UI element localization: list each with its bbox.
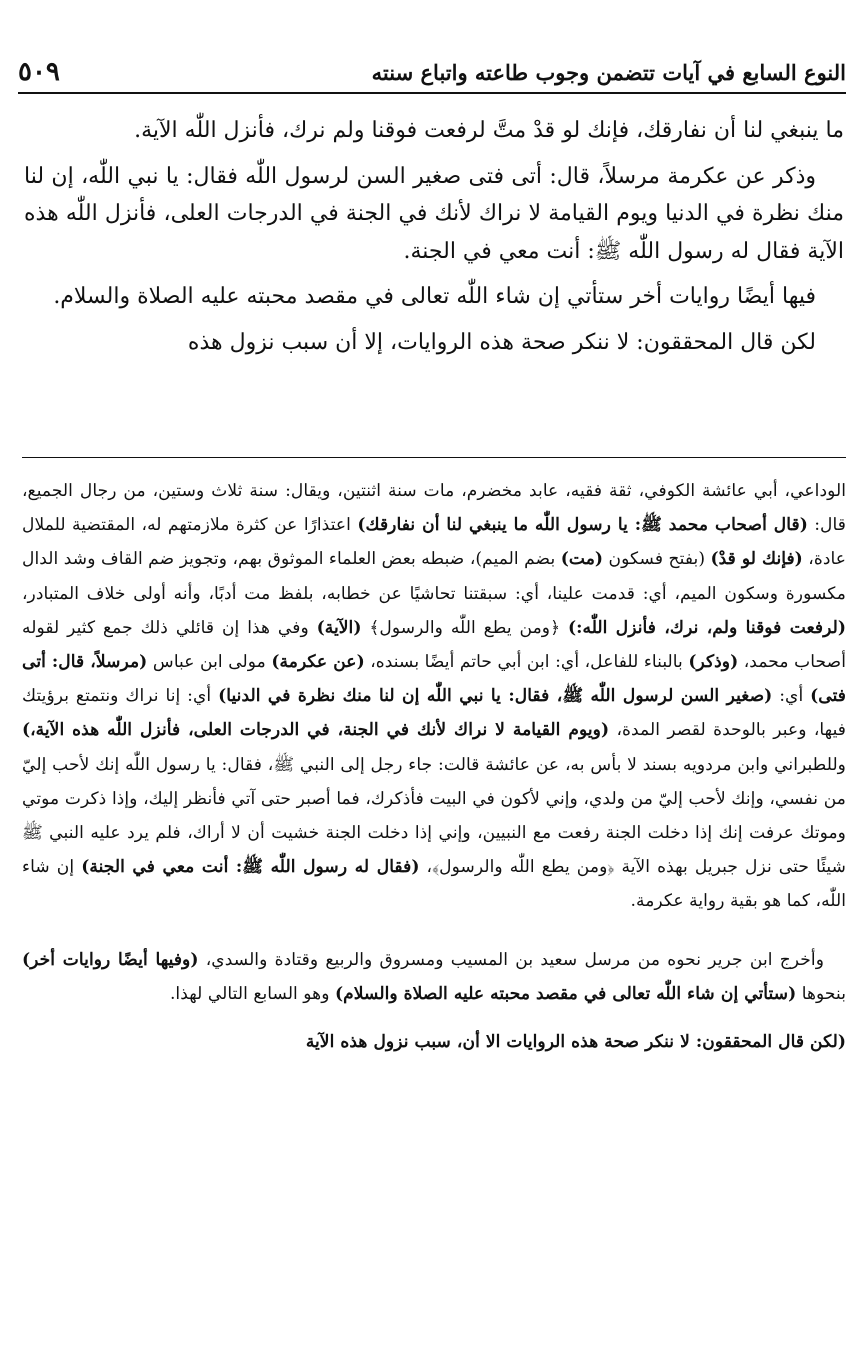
main-text xyxy=(24,112,844,369)
commentary-paragraph-3 xyxy=(22,1025,846,1059)
note-text: اعتذارًا عن كثرة ملازمتهم له، المقتضية للملال عادة، xyxy=(22,515,846,570)
note-text: وفي هذا إن قائلي ذلك جمع كثير لقوله أصحاب محمد، xyxy=(22,617,846,673)
page-header xyxy=(18,52,846,94)
note-text: وهو السابع التالي لهذا. xyxy=(169,983,335,1004)
main-paragraph-1: ما ينبغي لنا أن نفارقك، فإنك لو قدْ متَّ لرفعت فوقنا ولم نرك، فأنزل اللّٰه الآية. xyxy=(134,118,844,143)
quoted-text: (ستأتي إن شاء اللّٰه تعالى في مقصد محبته عليه الصلاة والسلام) xyxy=(335,983,797,1004)
note-text: بنحوها xyxy=(796,983,846,1004)
note-text: (بفتح فسكون xyxy=(603,549,711,570)
quoted-text: (وفيها أيضًا روايات أخر) xyxy=(22,949,199,970)
quoted-text: (فإنك لو قدْ) xyxy=(710,549,803,570)
quoted-text: (لكن قال المحققون: لا ننكر صحة هذه الروايات الا أن، سبب نزول هذه الآية xyxy=(305,1032,846,1053)
note-text: الوداعي، أبي عائشة الكوفي، ثقة فقيه، عابد مخضرم، مات سنة اثنتين، ويقال: سنة ثلاث وستين، من رجال الجميع، قال: xyxy=(22,481,846,536)
note-text: وللطبراني وابن مردويه بسند لا بأس به، عن عائشة قالت: جاء رجل إلى النبي ﷺ، فقال: يا رسول اللّٰه إنك لأحب إليّ من نفسي، وإنك لأحب إليّ من ولدي، وإني لأكون في البيت فأذكرك، فما أصبر حتى آتي فأنظر إليك، وإذا ذكرت موتي وموتك عرفت إنك إذا دخلت الجنة رفعت مع النبيين، وإني إذا دخلت الجنة خشيت أن لا أراك، فلم يرد عليه النبي ﷺ شيئًا حتى نزل جبريل بهذه الآية ﴿ومن يطع اللّٰه والرسول﴾، xyxy=(22,754,847,878)
quoted-text: (ويوم القيامة لا نراك لأنك في الجنة، في الدرجات العلى، فأنزل اللّٰه هذه الآية،) xyxy=(22,720,610,741)
quoted-text: (عن عكرمة) xyxy=(271,652,365,673)
quoted-text: (مرسلاً، قال: أتى فتى) xyxy=(22,652,846,707)
main-paragraph-2: وذكر عن عكرمة مرسلاً، قال: أتى فتى صغير السن لرسول اللّٰه فقال: يا نبي اللّٰه، إن لنا منك نظرة في الدنيا ويوم القيامة لا نراك لأنك في الجنة في الدرجات العلى، فأنزل اللّٰه هذه الآية فقال له رسول اللّٰه ﷺ: أنت معي في الجنة. xyxy=(24,163,844,264)
main-paragraph-3: فيها أيضًا روايات أخر ستأتي إن شاء اللّٰه تعالى في مقصد محبته عليه الصلاة والسلام. xyxy=(53,284,816,309)
quoted-text: (قال أصحاب محمد ﷺ: يا رسول اللّٰه ما ينبغي لنا أن نفارقك) xyxy=(357,515,808,536)
quoted-text: (فقال له رسول اللّٰه ﷺ: أنت معي في الجنة) xyxy=(81,857,420,878)
quran-verse: ﴿ومن يطع اللّٰه والرسول﴾ xyxy=(361,617,569,638)
quoted-text: (مت) xyxy=(560,549,604,570)
running-title: النوع السابع في آيات تتضمن وجوب طاعته واتباع سنته xyxy=(371,59,846,85)
note-text: بضم الميم)، ضبطه بعض العلماء الموثوق بهم، وتجويز ضم القاف وشد الدال مكسورة وسكون الميم، أي: قدمت علينا، أي: سبقتنا تحاشيًا عن خطابه، بلفظ مت أدبًا، وأنه أولى خلاف المتبادر، xyxy=(22,549,846,604)
quoted-text: (الآية) xyxy=(316,617,362,638)
quoted-text: (صغير السن لرسول اللّٰه ﷺ، فقال: يا نبي اللّٰه إن لنا منك نظرة في الدنيا) xyxy=(218,686,773,707)
commentary-notes xyxy=(22,474,846,1059)
page-number: ٥٠٩ xyxy=(18,57,60,87)
note-text: أي: إنا نراك ونتمتع برؤيتك فيها، وعبر بالوحدة لقصر المدة، xyxy=(22,686,846,741)
footnote-separator xyxy=(22,457,846,458)
note-text: مولى ابن عباس xyxy=(147,652,272,673)
quoted-text: (وذكر) xyxy=(688,652,739,673)
note-text: إن شاء اللّٰه، كما هو بقية رواية عكرمة. xyxy=(22,857,846,912)
note-text: وأخرج ابن جرير نحوه من مرسل سعيد بن المسيب ومسروق والربيع وقتادة والسدي، xyxy=(198,949,824,970)
commentary-paragraph-2 xyxy=(22,943,846,1011)
quoted-text: (لرفعت فوقنا ولم، نرك، فأنزل اللّٰه:) xyxy=(568,617,846,638)
note-text: بالبناء للفاعل، أي: ابن أبي حاتم أيضًا بسنده، xyxy=(364,652,689,673)
note-text: أي: xyxy=(772,686,811,707)
main-paragraph-4: لكن قال المحققون: لا ننكر صحة هذه الروايات، إلا أن سبب نزول هذه xyxy=(187,329,816,355)
commentary-paragraph-1 xyxy=(22,474,846,919)
